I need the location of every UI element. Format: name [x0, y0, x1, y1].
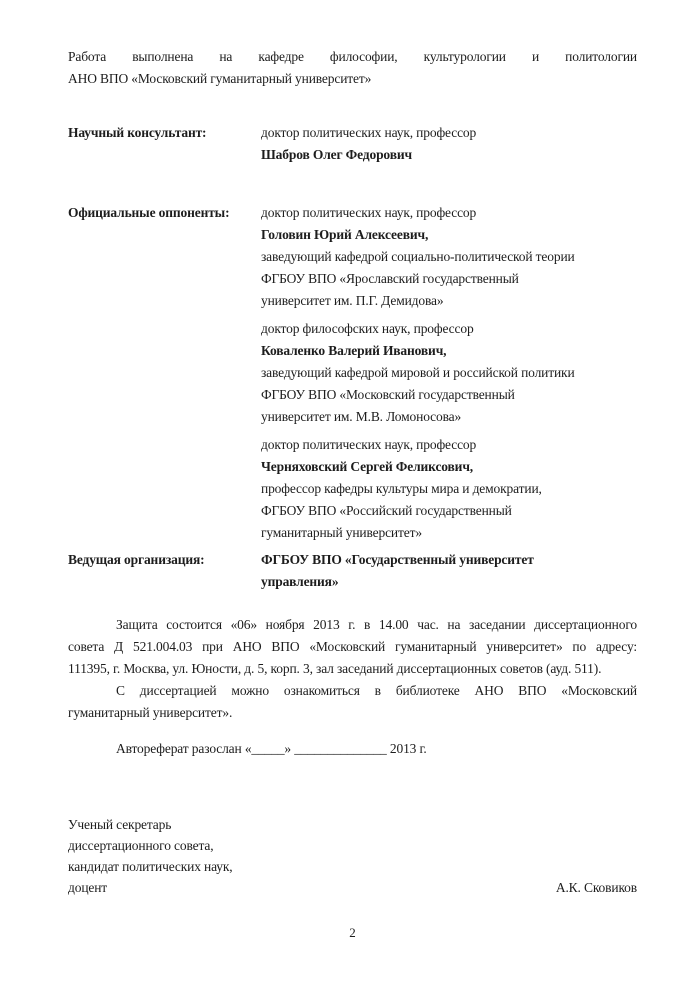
opponent-1-line-3: университет им. П.Г. Демидова»	[261, 293, 444, 308]
defense-line-2: совета Д 521.004.03 при АНО ВПО «Московский гуманитарный университет» по адресу:	[68, 639, 637, 654]
advisor-label: Научный консультант:	[68, 125, 207, 140]
opponents-row	[68, 202, 637, 544]
leading-org-row	[68, 549, 637, 593]
opponent-1	[261, 202, 637, 312]
opponent-2-degree: доктор философских наук, профессор	[261, 321, 474, 336]
advisor-row	[68, 122, 637, 166]
opponent-3-name: Черняховский Сергей Феликсович,	[261, 459, 474, 474]
intro-paragraph	[68, 46, 637, 90]
opponent-2-line-2: ФГБОУ ВПО «Московский государственный	[261, 387, 515, 402]
opponent-2-name: Коваленко Валерий Иванович,	[261, 343, 447, 358]
page-number: 2	[349, 925, 356, 940]
opponent-1-line-2: ФГБОУ ВПО «Ярославский государственный	[261, 271, 519, 286]
defense-line-3: 111395, г. Москва, ул. Юности, д. 5, корп. 3, зал заседаний диссертационных советов (ауд. 511).	[68, 661, 602, 676]
defense-line-1: Защита состоится «06» ноября 2013 г. в 14.00 час. на заседании диссертационного	[116, 617, 637, 632]
leading-org-value	[261, 549, 637, 593]
intro-line-2: АНО ВПО «Московский гуманитарный университет»	[68, 71, 372, 86]
opponent-3	[261, 434, 637, 544]
secretary-line-2: диссертационного совета,	[68, 838, 214, 853]
secretary-line-1: Ученый секретарь	[68, 817, 172, 832]
opponents-label: Официальные оппоненты:	[68, 205, 230, 220]
advisor-degree: доктор политических наук, профессор	[261, 125, 477, 140]
opponent-3-line-3: гуманитарный университет»	[261, 525, 422, 540]
opponent-3-degree: доктор политических наук, профессор	[261, 437, 477, 452]
leading-org-line-1: ФГБОУ ВПО «Государственный университет	[261, 552, 534, 567]
opponent-3-line-1: профессор кафедры культуры мира и демократии,	[261, 481, 542, 496]
opponent-1-name: Головин Юрий Алексеевич,	[261, 227, 429, 242]
secretary-title	[68, 814, 233, 898]
opponent-1-line-1: заведующий кафедрой социально-политической теории	[261, 249, 575, 264]
leading-org-label: Ведущая организация:	[68, 552, 205, 567]
defense-line-5: гуманитарный университет».	[68, 705, 233, 720]
opponent-1-degree: доктор политических наук, профессор	[261, 205, 477, 220]
leading-org-line-2: управления»	[261, 574, 339, 589]
signature-block	[68, 814, 637, 898]
opponent-2	[261, 318, 637, 428]
secretary-line-3: кандидат политических наук,	[68, 859, 233, 874]
autoreferat-line: Автореферат разослан «_____» ______________ 2013 г.	[116, 741, 427, 756]
secretary-name: А.К. Сковиков	[555, 880, 637, 895]
opponent-3-line-2: ФГБОУ ВПО «Российский государственный	[261, 503, 512, 518]
defense-paragraph	[68, 614, 637, 724]
opponent-2-line-1: заведующий кафедрой мировой и российской политики	[261, 365, 575, 380]
opponent-2-line-3: университет им. М.В. Ломоносова»	[261, 409, 462, 424]
secretary-line-4: доцент	[68, 880, 108, 895]
opponents-value	[261, 202, 637, 544]
defense-line-4: С диссертацией можно ознакомиться в библиотеке АНО ВПО «Московский	[116, 683, 637, 698]
intro-line-1: Работа выполнена на кафедре философии, культурологии и политологии	[68, 49, 637, 64]
advisor-value	[261, 122, 637, 166]
advisor-name: Шабров Олег Федорович	[261, 147, 412, 162]
